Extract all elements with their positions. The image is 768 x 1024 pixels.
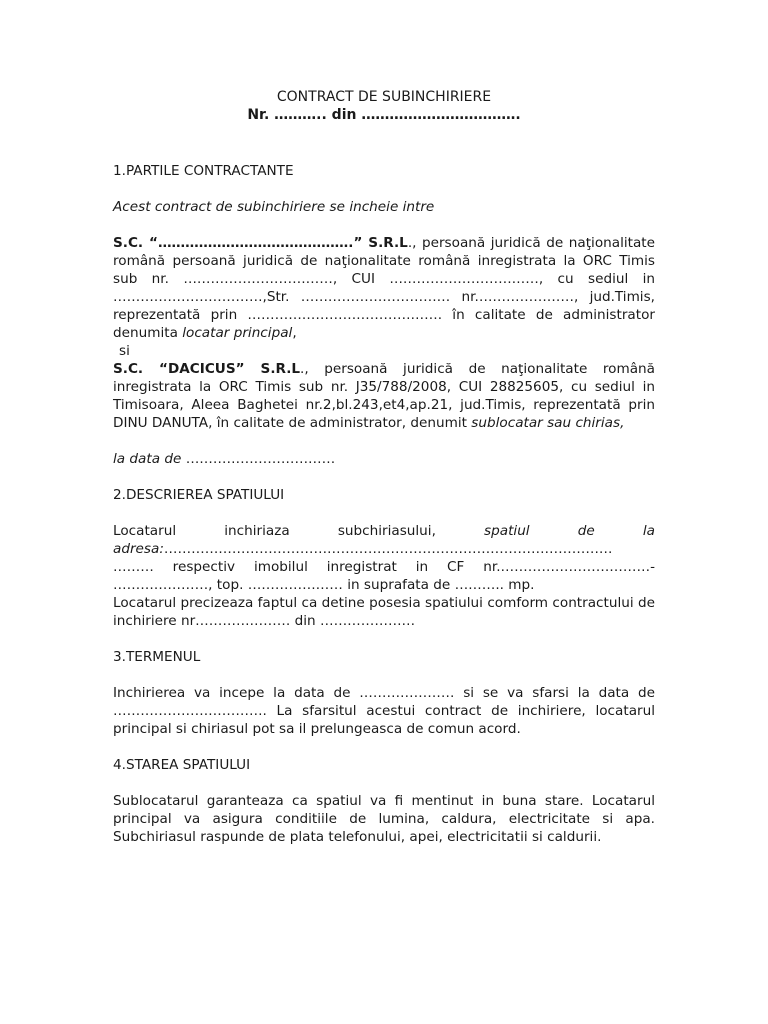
section-4-heading: 4.STAREA SPATIULUI <box>113 757 251 773</box>
section-2-paragraph-2: Locatarul precizeaza faptul ca detine posesia spatiului comform contractului de inchiriere nr………………… din ………………… <box>113 595 655 629</box>
s2-text-c: ……………………………………………………………………………………… ……… respectiv imobilul inregistrat in CF nr.……………………………- …………………, top. ………………… in suprafata de ……….. mp. <box>113 541 655 593</box>
party-1-end: , <box>292 325 297 341</box>
party-1-paragraph <box>113 234 655 342</box>
contract-title <box>113 88 655 124</box>
party-1-company: S.C. “…………………………………….” S.R.L <box>113 235 408 251</box>
party-1-role: locatar principal <box>182 325 293 341</box>
party-2-role: sublocatar sau chirias, <box>471 415 625 431</box>
section-2-heading: 2.DESCRIEREA SPATIULUI <box>113 487 285 503</box>
title-line-1: CONTRACT DE SUBINCHIRIERE <box>276 89 492 105</box>
section-1-heading: 1.PARTILE CONTRACTANTE <box>113 163 294 179</box>
intro-text: Acest contract de subinchiriere se incheie intre <box>113 199 435 215</box>
section-3-heading: 3.TERMENUL <box>113 649 201 665</box>
s2-text-a: Locatarul inchiriaza subchiriasului, <box>113 523 485 539</box>
party-2-text: ., persoană juridică de naţionalitate română inregistrata la ORC Timis sub nr. J35/788/2008, CUI 28825605, cu sediul in Timisoara, Aleea Baghetei nr.2,bl.243,et4,ap.21, jud.Timis, reprezentată prin DINU DANUTA, în calitate de administrator, denumit <box>113 361 656 431</box>
date-line <box>113 450 655 468</box>
party-1-text: ., persoană juridică de naţionalitate română persoană juridică de naţionalitate română inregistrata la ORC Timis sub nr. ……………………………, CUI ……………………………, cu sediul in ……………………………,Str. …………………………… nr.…………………, jud.Timis, reprezentată prin ……………………………………. în calitate de administrator denumita <box>113 235 655 341</box>
title-line-2: Nr. ……….. din ……………………………. <box>247 107 521 123</box>
s2-text-b: spatiul de la adresa: <box>113 523 655 557</box>
section-1-intro <box>113 198 655 216</box>
date-value: …………………………… <box>181 451 336 467</box>
section-3-paragraph: Inchirierea va incepe la data de ………………… si se va sfarsi la data de ……………………………. La sfarsitul acestui contract de inchiriere, locatarul principal si chiriasul pot sa il prelungeasca de comun acord. <box>113 685 655 737</box>
party-2-company: S.C. “DACICUS” S.R.L <box>113 361 301 377</box>
and-text: si <box>119 343 130 359</box>
section-2-paragraph-1 <box>113 522 655 594</box>
document-page <box>113 88 655 846</box>
section-4-paragraph: Sublocatarul garanteaza ca spatiul va fi mentinut in buna stare. Locatarul principal va asigura conditiile de lumina, caldura, electricitate si apa. Subchiriasul raspunde de plata telefonului, apei, electricitatii si caldurii. <box>113 793 655 845</box>
date-label: la data de <box>113 451 182 467</box>
party-2-paragraph <box>113 360 655 432</box>
conjunction <box>113 342 655 360</box>
